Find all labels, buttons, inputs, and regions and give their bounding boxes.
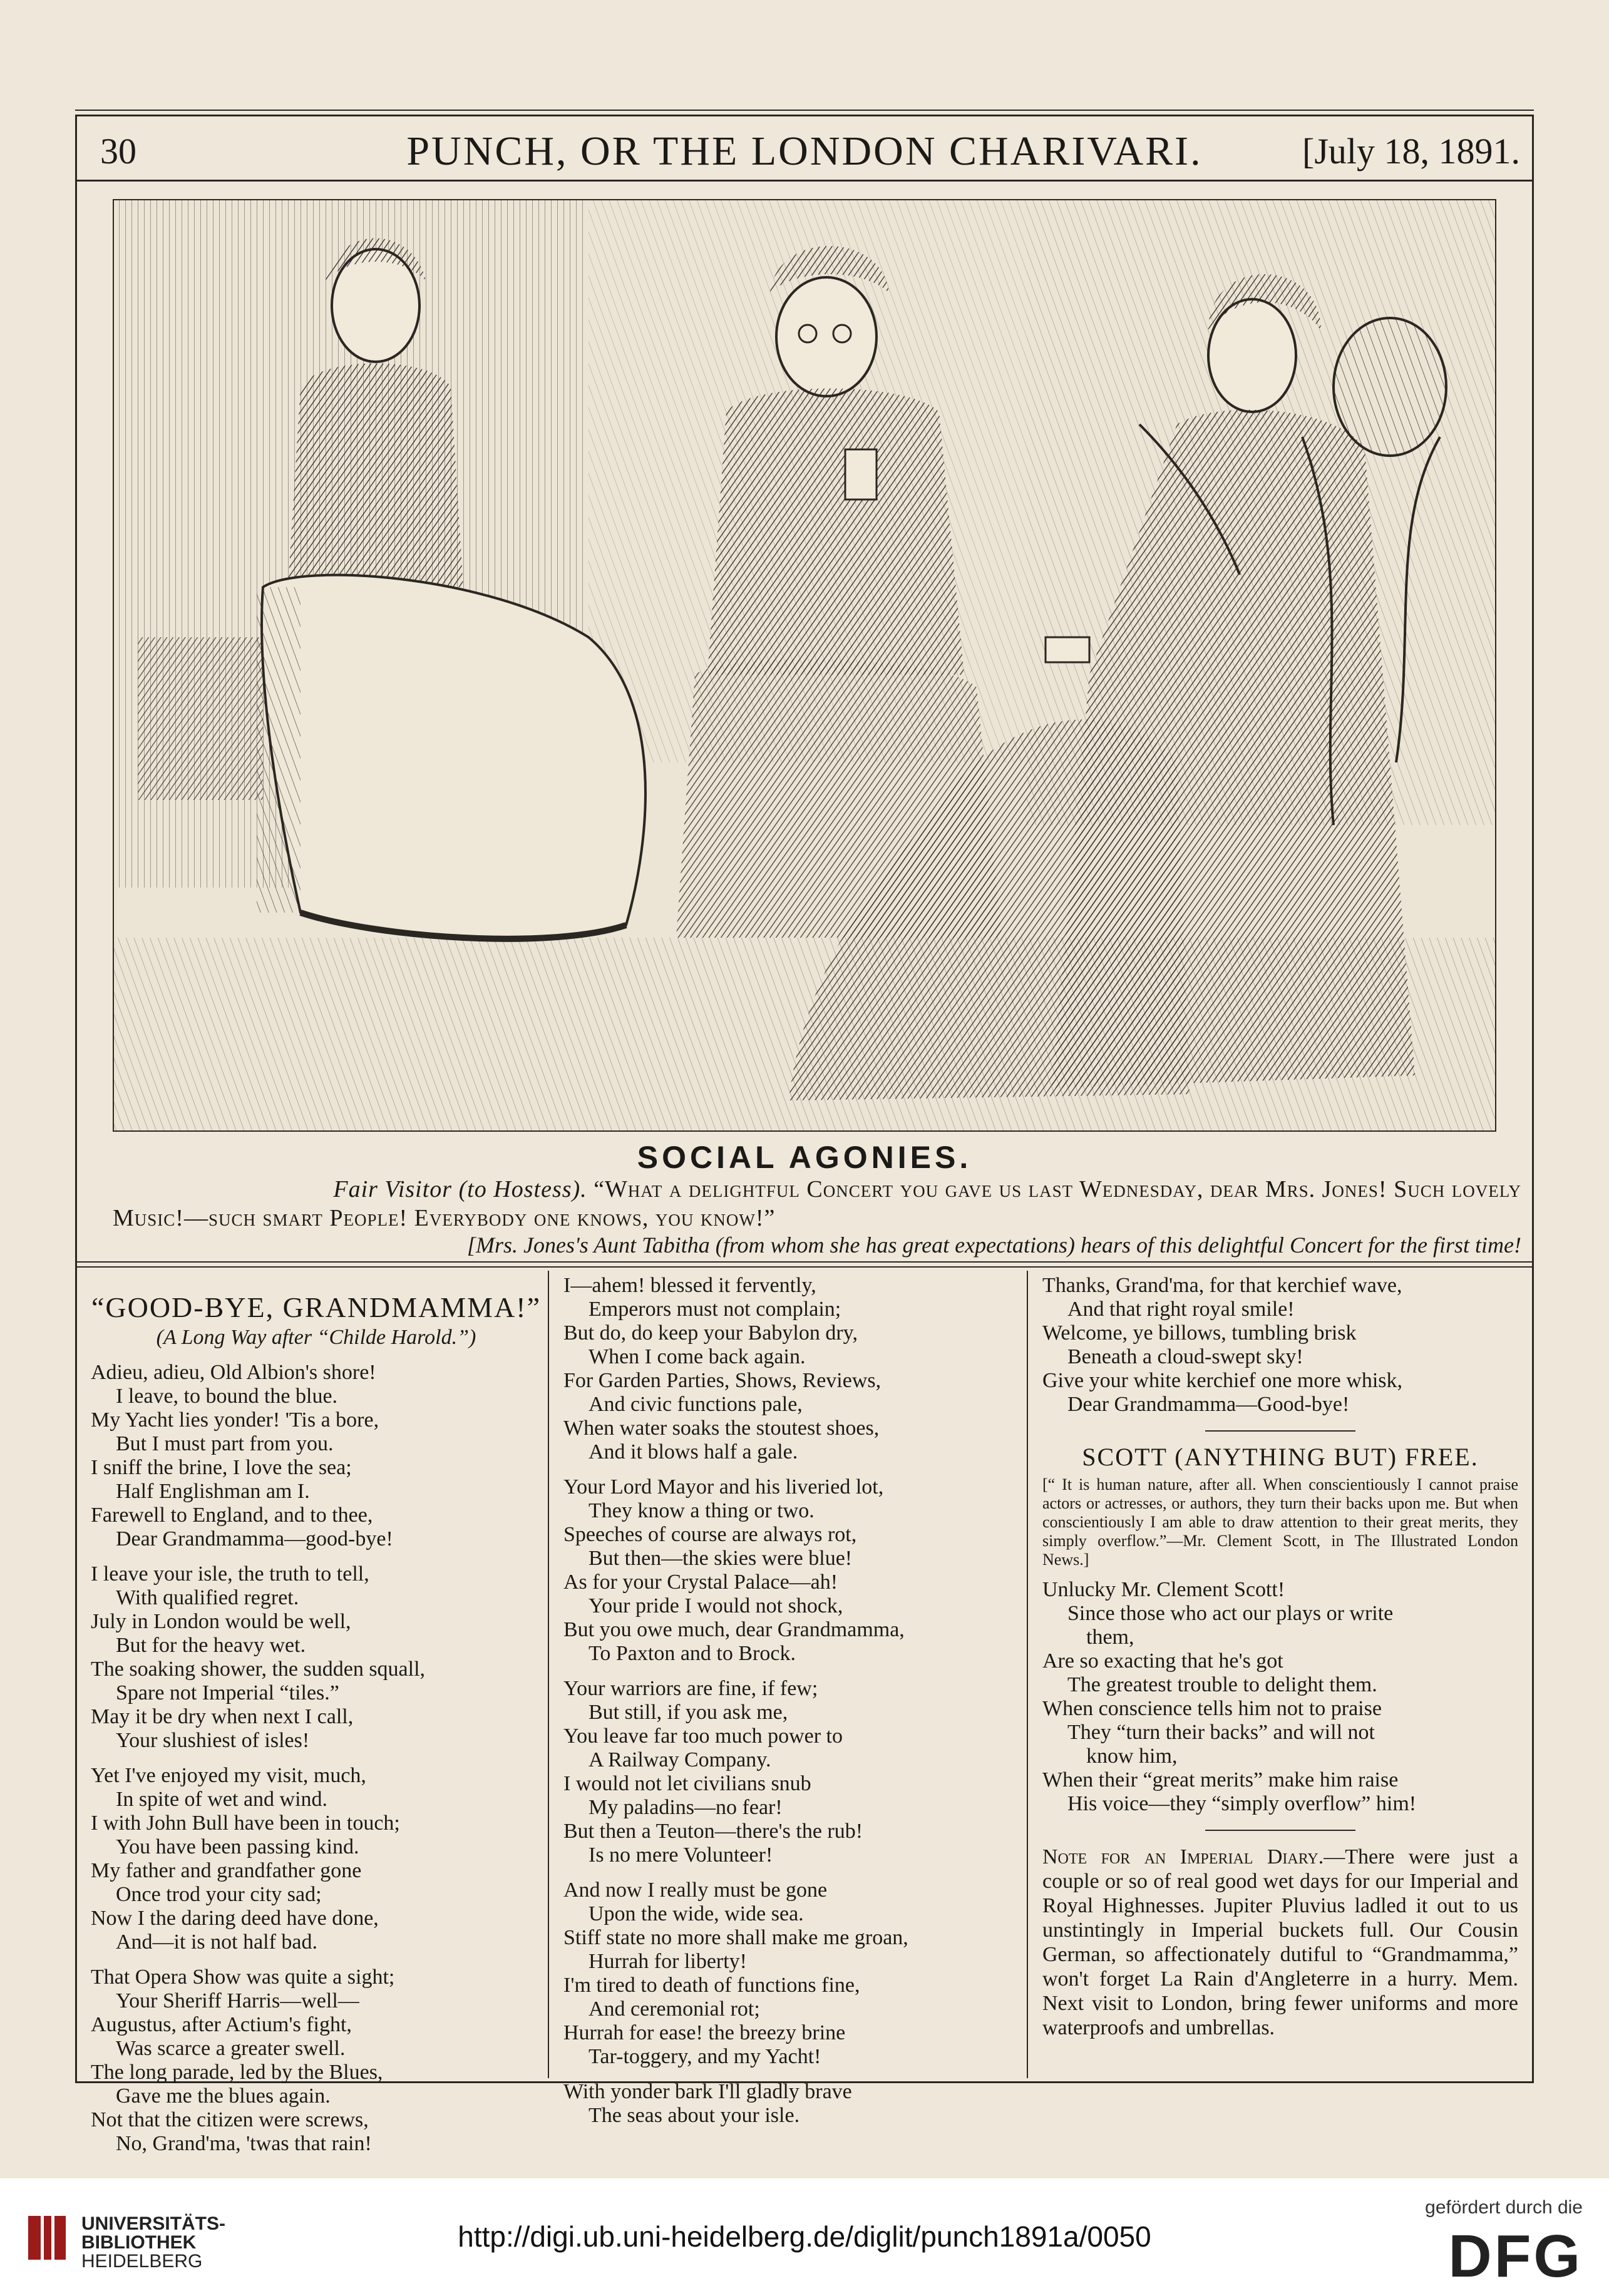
article-title: SCOTT (ANYTHING BUT) FREE. (1082, 1443, 1479, 1471)
verse-line: May it be dry when next I call, (91, 1705, 354, 1728)
verse-line: The seas about your isle. (589, 2104, 800, 2127)
cartoon-caption-line-2: Music!—such smart People! Everybody one knows, you know!” (113, 1205, 776, 1231)
poem-lines-continued (563, 1274, 1014, 2128)
verse-line: To Paxton and to Brock. (589, 1642, 796, 1665)
verse-line: Spare not Imperial “tiles.” (116, 1681, 339, 1704)
verse-line: No, Grand'ma, 'twas that rain! (116, 2132, 372, 2155)
verse-line: Give your white kerchief one more whisk, (1042, 1369, 1402, 1392)
verse-line: And civic functions pale, (589, 1393, 803, 1416)
article-epigraph: [“ It is human nature, after all. When conscientiously I cannot praise actors or actresses, or authors, they turn their backs upon me. But when conscientiously I am able to draw attention to their great merits, they simply overflow.”—Mr. Clement Scott, in The Illustrated London News.] (1042, 1475, 1518, 1569)
verse-line: Hurrah for liberty! (589, 1950, 748, 1973)
verse-line: I leave, to bound the blue. (116, 1385, 338, 1408)
verse-line: You leave far too much power to (563, 1725, 843, 1748)
verse-line: When water soaks the stoutest shoes, (563, 1417, 880, 1440)
verse-line: Your pride I would not shock, (589, 1594, 843, 1617)
diary-note-heading: Note for an Imperial Diary. (1042, 1845, 1324, 1868)
verse-line: And ceremonial rot; (589, 1997, 760, 2021)
verse-line: For Garden Parties, Shows, Reviews, (563, 1369, 882, 1392)
verse-line: I sniff the brine, I love the sea; (91, 1456, 352, 1479)
verse-line: And that right royal smile! (1067, 1298, 1295, 1321)
verse-line: When conscience tells him not to praise (1042, 1697, 1382, 1720)
verse-line: Half Englishman am I. (116, 1480, 310, 1503)
verse-line: As for your Crystal Palace—ah! (563, 1571, 838, 1594)
verse-line: With yonder bark I'll gladly brave (563, 2080, 852, 2103)
cartoon-illustration (113, 199, 1496, 1132)
verse-line: Emperors must not complain; (589, 1298, 841, 1321)
verse-line: Unlucky Mr. Clement Scott! (1042, 1578, 1285, 1601)
verse-line: Your slushiest of isles! (116, 1729, 310, 1752)
diary-note-text: —There were just a couple or so of real good wet days for our Imperial and Royal Highnesses. Jupiter Pluvius ladled it out to us unstintingly in Imperial buckets full. Our Cousin German, so affectionately dutiful to “Grandmamma,” won't forget La Rain d'Angleterre in a hurry. Mem. Next visit to London, bring fewer uniforms and more waterproofs and umbrellas. (1042, 1845, 1518, 2039)
verse-line: Stiff state no more shall make me groan, (563, 1926, 908, 1949)
page-number: 30 (100, 131, 136, 172)
verse-line: Tar-toggery, and my Yacht! (589, 2045, 821, 2068)
verse-line: With qualified regret. (116, 1586, 299, 1609)
verse-line: The soaking shower, the sudden squall, (91, 1658, 426, 1681)
verse-line: Your Lord Mayor and his liveried lot, (563, 1475, 884, 1499)
verse-line: I leave your isle, the truth to tell, (91, 1562, 369, 1586)
verse-line: Augustus, after Actium's fight, (91, 2013, 352, 2036)
verse-line: Your Sheriff Harris—well— (116, 1989, 359, 2012)
verse-line: them, (1086, 1626, 1134, 1649)
verse-line: I would not let civilians snub (563, 1772, 811, 1795)
diary-note (1042, 1845, 1518, 2040)
verse-line: But do, do keep your Babylon dry, (563, 1321, 858, 1345)
verse-line: But then—the skies were blue! (589, 1547, 853, 1570)
verse-line: I with John Bull have been in touch; (91, 1812, 400, 1835)
verse-line: Now I the daring deed have done, (91, 1907, 379, 1930)
section-divider (75, 1261, 1534, 1268)
verse-line: You have been passing kind. (116, 1835, 359, 1858)
verse-line: But still, if you ask me, (589, 1701, 788, 1724)
institution-line-1: UNIVERSITÄTS- (81, 2213, 226, 2234)
institution-line-2: BIBLIOTHEK (81, 2232, 197, 2253)
column-divider-1 (548, 1271, 549, 2078)
poem-lines (91, 1361, 542, 2156)
verse-line: Is no mere Volunteer! (589, 1843, 773, 1867)
verse-line: In spite of wet and wind. (116, 1788, 328, 1811)
verse-line: Upon the wide, wide sea. (589, 1902, 804, 1925)
verse-line: Thanks, Grand'ma, for that kerchief wave, (1042, 1274, 1402, 1297)
verse-line: know him, (1086, 1745, 1178, 1768)
poem-subtitle: (A Long Way after “Childe Harold.”) (156, 1326, 476, 1349)
verse-line: Are so exacting that he's got (1042, 1649, 1283, 1673)
caption-quote-1: “What a delightful Concert you gave us last Wednesday, dear Mrs. Jones! Such lovely (594, 1176, 1521, 1202)
publication-title: PUNCH, OR THE LONDON CHARIVARI. (406, 128, 1203, 174)
column-3 (1042, 1274, 1518, 2040)
funded-by-text: gefördert durch die (1425, 2197, 1583, 2218)
short-divider-2 (1205, 1830, 1355, 1831)
verse-line: My father and grandfather gone (91, 1859, 362, 1882)
verse-line: I'm tired to death of functions fine, (563, 1974, 860, 1997)
verse-line: Not that the citizen were screws, (91, 2108, 369, 2131)
issue-date: [July 18, 1891. (1302, 131, 1520, 172)
verse-line: Dear Grandmamma—good-bye! (116, 1527, 393, 1550)
verse-line: The long parade, led by the Blues, (91, 2061, 383, 2084)
verse-line: But I must part from you. (116, 1432, 334, 1455)
cartoon-caption-line-1 (88, 1176, 1521, 1203)
verse-line: Beneath a cloud-swept sky! (1067, 1345, 1303, 1368)
verse-line: A Railway Company. (589, 1748, 771, 1771)
verse-line: And now I really must be gone (563, 1878, 828, 1902)
verse-line: Farewell to England, and to thee, (91, 1504, 373, 1527)
institution-line-3: HEIDELBERG (81, 2251, 203, 2272)
verse-line: July in London would be well, (91, 1610, 351, 1633)
verse-line: That Opera Show was quite a sight; (91, 1965, 395, 1989)
verse-line: When their “great merits” make him raise (1042, 1768, 1399, 1791)
permalink-url[interactable]: http://digi.ub.uni-heidelberg.de/diglit/punch1891a/0050 (458, 2220, 1151, 2253)
verse-line: Adieu, adieu, Old Albion's shore! (91, 1361, 376, 1384)
verse-line: Dear Grandmamma—Good-bye! (1067, 1393, 1350, 1416)
verse-line: When I come back again. (589, 1345, 806, 1368)
verse-line: Since those who act our plays or write (1067, 1602, 1394, 1625)
verse-line: Hurrah for ease! the breezy brine (563, 2021, 846, 2044)
verse-line: Was scarce a greater swell. (116, 2037, 346, 2060)
verse-line: The greatest trouble to delight them. (1067, 1673, 1377, 1696)
verse-line: They “turn their backs” and will not (1067, 1721, 1375, 1744)
verse-line: Speeches of course are always rot, (563, 1523, 857, 1546)
poem-ending (1042, 1274, 1518, 1417)
dfg-logo: DFG (1448, 2223, 1583, 2290)
article-verse (1042, 1578, 1518, 1816)
verse-line: They know a thing or two. (589, 1499, 815, 1522)
page-header (75, 119, 1534, 182)
verse-line: Gave me the blues again. (116, 2084, 331, 2108)
column-divider-2 (1027, 1271, 1028, 2078)
verse-line: But for the heavy wet. (116, 1634, 306, 1657)
verse-line: His voice—they “simply overflow” him! (1067, 1792, 1417, 1815)
verse-line: My paladins—no fear! (589, 1796, 783, 1819)
column-1 (91, 1274, 542, 2156)
verse-line: And it blows half a gale. (589, 1440, 798, 1463)
verse-line: Your warriors are fine, if few; (563, 1677, 818, 1700)
verse-line: Welcome, ye billows, tumbling brisk (1042, 1321, 1357, 1345)
verse-line: I—ahem! blessed it fervently, (563, 1274, 816, 1297)
verse-line: Once trod your city sad; (116, 1883, 322, 1906)
digitization-footer (0, 2178, 1609, 2296)
verse-line: Yet I've enjoyed my visit, much, (91, 1764, 366, 1787)
cartoon-title: SOCIAL AGONIES. (637, 1140, 972, 1175)
verse-line: My Yacht lies yonder! 'Tis a bore, (91, 1408, 379, 1432)
poem-title: “GOOD-BYE, GRANDMAMMA!” (91, 1291, 542, 1323)
short-divider (1205, 1430, 1355, 1432)
top-rule (75, 110, 1534, 111)
cartoon-caption-line-3: [Mrs. Jones's Aunt Tabitha (from whom she has great expectations) hears of this delightful Concert for the first time! (467, 1233, 1521, 1258)
verse-line: But then a Teuton—there's the rub! (563, 1820, 863, 1843)
column-2 (563, 1274, 1014, 2128)
verse-line: And—it is not half bad. (116, 1930, 318, 1954)
verse-line: But you owe much, dear Grandmamma, (563, 1618, 905, 1641)
caption-speaker: Fair Visitor (333, 1176, 453, 1202)
engraving-image (113, 199, 1496, 1132)
caption-stage-direction: (to Hostess). (458, 1176, 587, 1202)
